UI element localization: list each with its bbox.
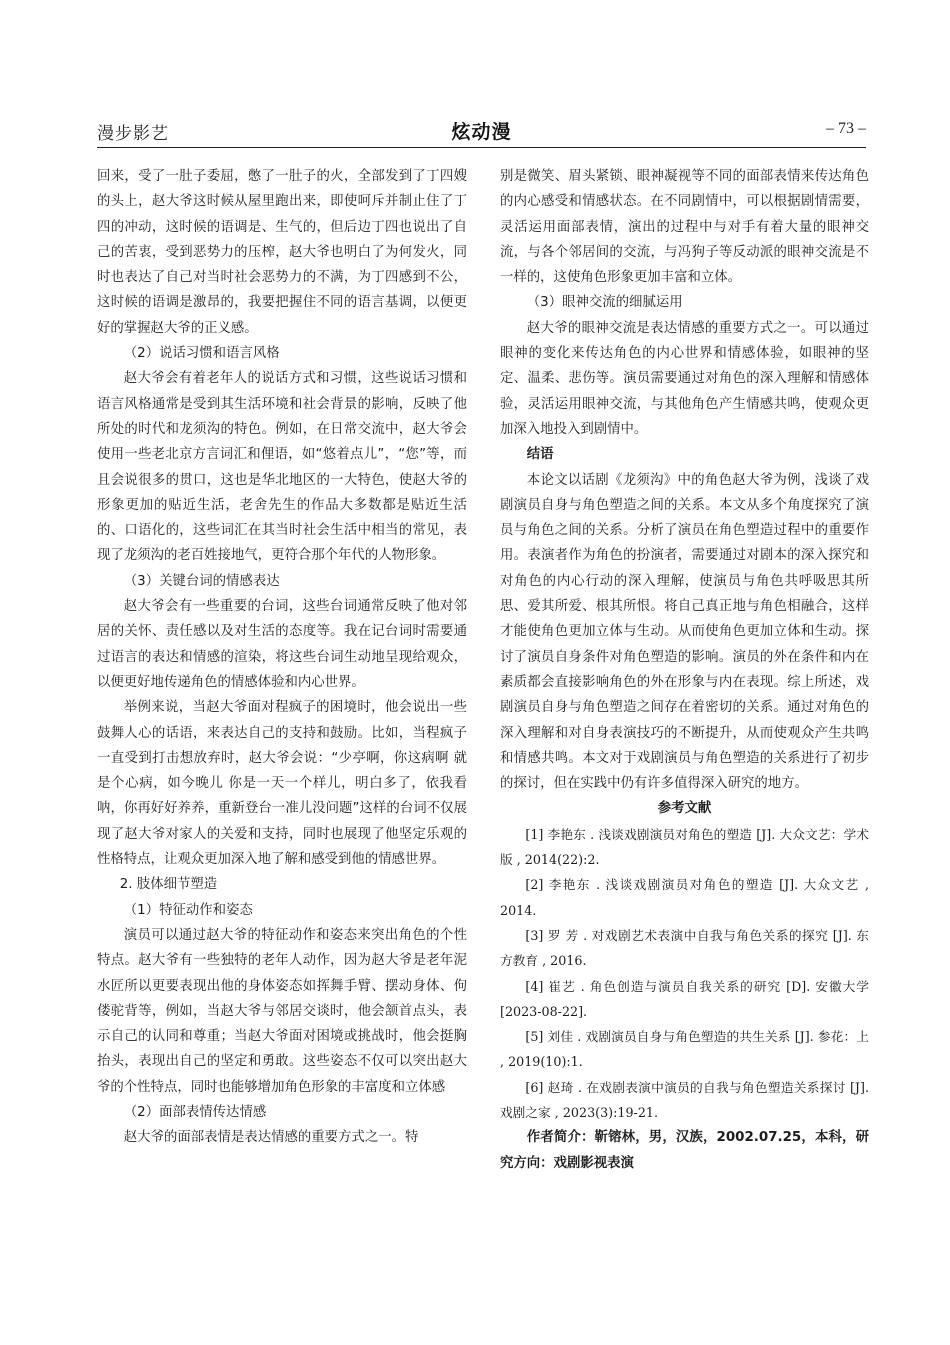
section-heading: （2）说话习惯和语言风格 [123, 346, 280, 362]
paragraph: 赵大爷会有着老年人的说话方式和习惯，这些说话习惯和语言风格通常是受到其生活环境和社会背景的影响，反映了他所处的时代和龙须沟的特色。例如，在日常交流中，赵大爷会使用一些老北京方言词汇和俚语，如“悠着点儿”，“您”等，而且会说很多的贯口，这也是华北地区的一大特色，使赵大爷的形象更加的贴近生活，老舍先生的作品大多数都是贴近生活的、口语化的，这些词汇在其当时社会生活中相当的常见，表现了龙须沟的老百姓接地气，更符合那个年代的人物形象。 [97, 371, 467, 564]
author-bio: 作者简介：靳镕林，男，汉族，2002.07.25，本科，研究方向：戏剧影视表演 [500, 1130, 869, 1171]
left-column [97, 164, 467, 1151]
page-number: – 73 – [826, 120, 866, 137]
section-heading: （3）眼神交流的细腻运用 [526, 295, 683, 311]
paragraph: 演员可以通过赵大爷的特征动作和姿态来突出角色的个性特点。赵大爷有一些独特的老年人动作，因为赵大爷是老年泥水匠所以更要表现出他的身体姿态如挥舞手臂、摆动身体、佝偻驼背等，例如，当赵大爷与邻居交谈时，他会颔首点头，表示自己的认同和尊重；当赵大爷面对困境或挑战时，他会挺胸抬头，表现出自己的坚定和勇敢。这些姿态不仅可以突出赵大爷的个性特点，同时也能够增加角色形象的丰富度和立体感 [97, 927, 467, 1095]
references-heading: 参考文献 [657, 801, 712, 817]
paragraph: 举例来说，当赵大爷面对程疯子的困境时，他会说出一些鼓舞人心的话语，来表达自己的支持和鼓励。比如，当程疯子一直受到打击想放弃时，赵大爷会说：“少亭啊，你这病啊 就是个心病，如今晚儿 你是一天一个样儿，明白多了，依我看呐，你再好好养养，重新登台一准儿没问题”这样的台词不仅展现了赵大爷对家人的关爱和支持，同时也展现了他坚定乐观的性格特点，让观众更加深入地了解和感受到他的情感世界。 [97, 700, 467, 868]
column-name: 漫步影艺 [97, 124, 169, 144]
paragraph: 赵大爷的面部表情是表达情感的重要方式之一。特 [123, 1130, 419, 1146]
paragraph: 回来，受了一肚子委屈，憋了一肚子的火，全部发到了丁四嫂的头上，赵大爷这时候从屋里跑出来，即使呵斥并制止住了丁四的冲动，这时候的语调是、生气的，但后边丁四也说出了自己的苦衷，受到恶势力的压榨，赵大爷也明白了为何发火，同时也表达了自己对当时社会恶势力的不满，为丁四感到不公，这时候的语调是激昂的，我要把握住不同的语言基调，以便更好的掌握赵大爷的正义感。 [97, 169, 467, 336]
paragraph: 赵大爷的眼神交流是表达情感的重要方式之一。可以通过眼神的变化来传达角色的内心世界和情感体验，如眼神的坚定、温柔、悲伤等。演员需要通过对角色的深入理解和情感体验，灵活运用眼神交流，与其他角色产生情感共鸣，使观众更加深入地投入到剧情中。 [500, 320, 869, 437]
reference-item: [4] 崔艺 . 角色创造与演员自我关系的研究 [D]. 安徽大学 [2023-08-22]. [500, 978, 869, 1019]
section-heading: 2. 肢体细节塑造 [119, 877, 218, 893]
conclusion-heading: 结语 [526, 447, 554, 463]
paragraph: 赵大爷会有一些重要的台词，这些台词通常反映了他对邻居的关怀、责任感以及对生活的态度等。我在记台词时需要通过语言的表达和情感的渲染，将这些台词生动地呈现给观众，以便更好地传递角色的情感体验和内心世界。 [97, 599, 467, 690]
reference-item: [2] 李艳东 . 浅谈戏剧演员对角色的塑造 [J]. 大众文艺 , 2014. [500, 877, 869, 918]
section-heading: （2）面部表情传达情感 [123, 1104, 267, 1120]
conclusion-paragraph: 本论文以话剧《龙须沟》中的角色赵大爷为例，浅谈了戏剧演员自身与角色塑造之间的关系。本文从多个角度探究了演员与角色之间的关系。分析了演员在角色塑造过程中的重要作用。表演者作为角色的扮演者，需要通过对剧本的深入探究和对角色的内心行动的深入理解，使演员与角色共呼吸思其所思、爱其所爱、根其所恨。将自己真正地与角色相融合，这样才能使角色更加立体与生动。从而使角色更加立体和生动。探讨了演员自身条件对角色塑造的影响。演员的外在条件和内在素质都会直接影响角色的外在形象与内在表现。综上所述，戏剧演员自身与角色塑造之间存在着密切的关系。通过对角色的深入理解和对自身表演技巧的不断提升，从而使观众产生共鸣和情感共鸣。本文对于戏剧演员与角色塑造的关系进行了初步的探讨，但在实践中仍有许多值得深入研究的地方。 [500, 472, 869, 792]
reference-item: [1] 李艳东 . 浅谈戏剧演员对角色的塑造 [J]. 大众文艺：学术版 , 2014(22):2. [500, 826, 869, 868]
section-heading: （3）关键台词的情感表达 [123, 573, 280, 589]
reference-item: [6] 赵琦 . 在戏剧表演中演员的自我与角色塑造关系探讨 [J]. 戏剧之家 , 2023(3):19-21. [500, 1079, 869, 1120]
journal-title: 炫动漫 [451, 121, 512, 143]
paragraph: 别是微笑、眉头紧锁、眼神凝视等不同的面部表情来传达角色的内心感受和情感状态。在不同剧情中，可以根据剧情需要，灵活运用面部表情，演出的过程中与对手有着大量的眼神交流，与各个邻居间的交流，与冯狗子等反动派的眼神交流是不一样的，这使角色形象更加丰富和立体。 [500, 169, 869, 286]
reference-item: [3] 罗 芳 . 对戏剧艺术表演中自我与角色关系的探究 [J]. 东方教育 , 2016. [500, 927, 869, 969]
right-column [500, 164, 869, 1176]
reference-item: [5] 刘佳 . 戏剧演员自身与角色塑造的共生关系 [J]. 参花：上 , 2019(10):1. [500, 1029, 869, 1070]
running-header [97, 113, 866, 148]
section-heading: （1）特征动作和姿态 [123, 902, 253, 918]
